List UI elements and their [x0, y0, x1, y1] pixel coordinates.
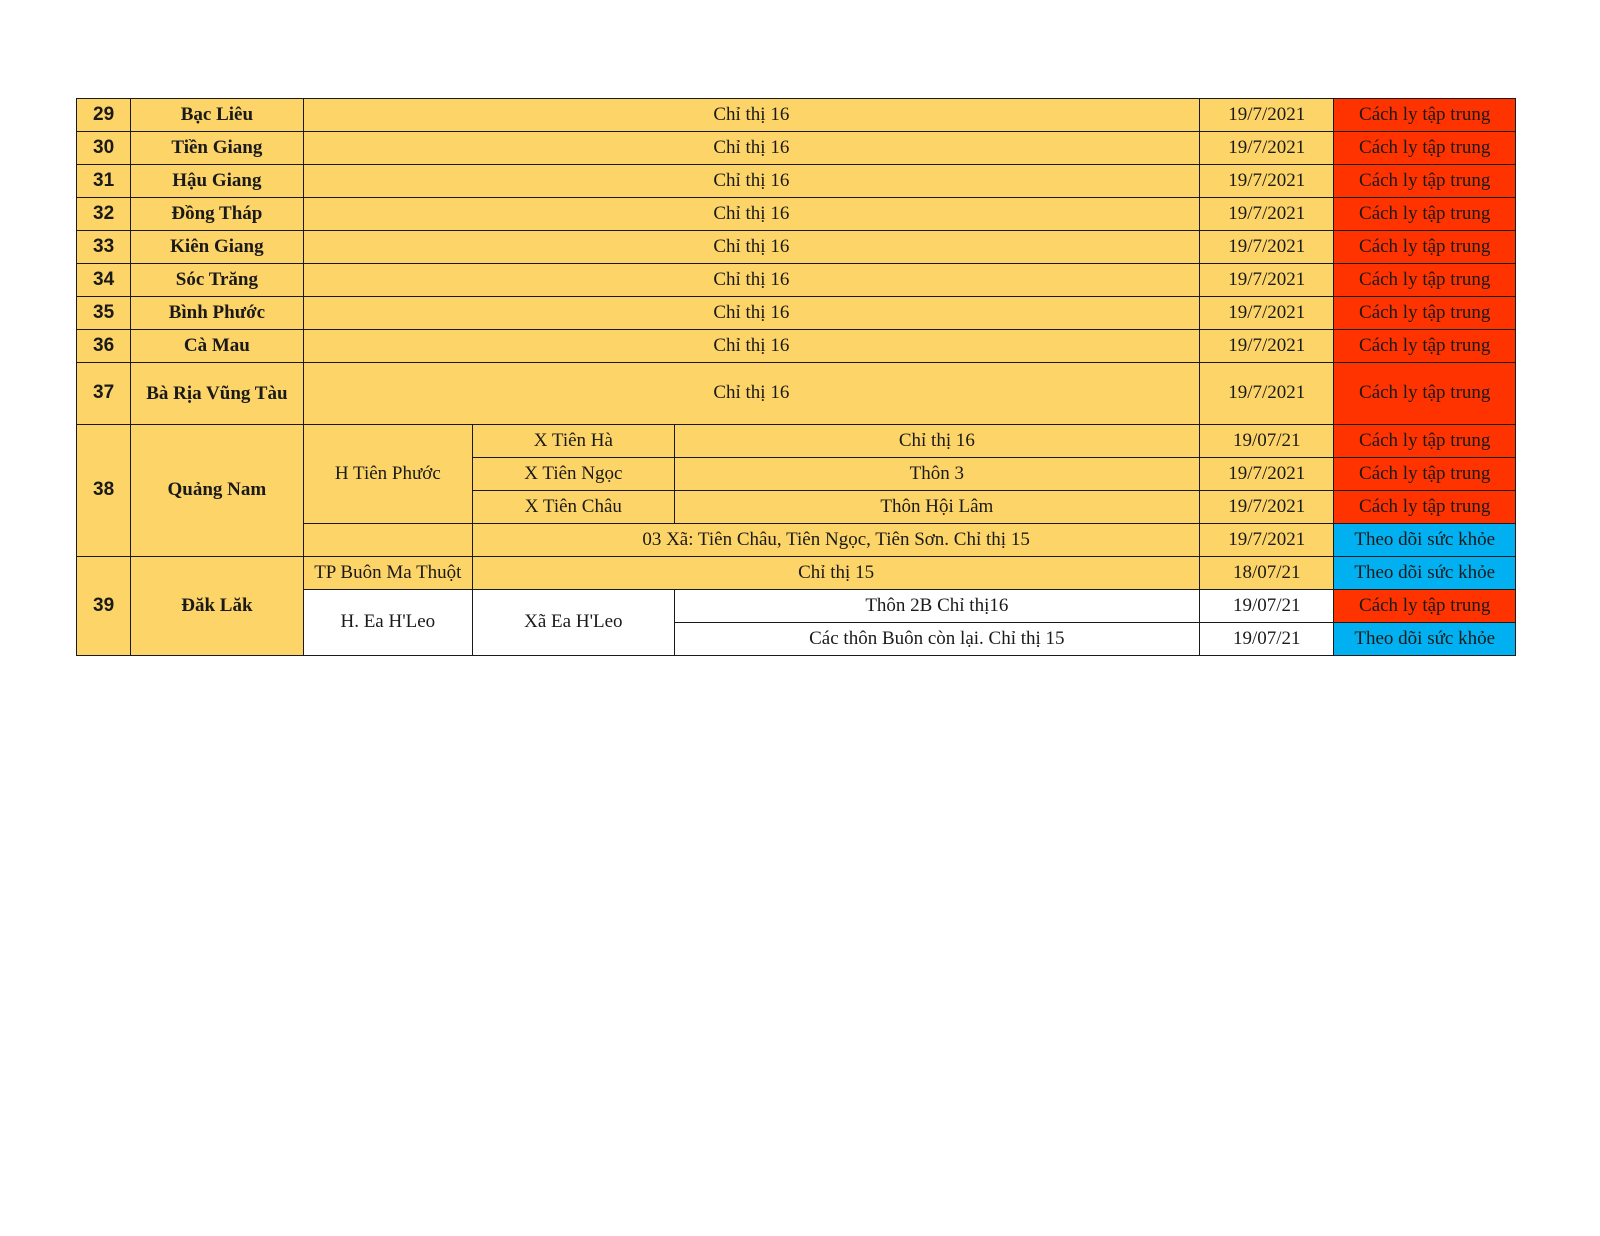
- status-badge: Cách ly tập trung: [1334, 491, 1516, 524]
- province-name: Bạc Liêu: [131, 99, 303, 132]
- province-name: Bình Phước: [131, 297, 303, 330]
- row-number: 30: [77, 132, 131, 165]
- table-row: [77, 425, 1516, 458]
- covid-measures-table: [76, 98, 1516, 656]
- province-name: Bà Rịa Vũng Tàu: [131, 363, 303, 425]
- district-cell: H Tiên Phước: [303, 425, 472, 524]
- date-cell: 19/7/2021: [1200, 524, 1334, 557]
- row-number: 32: [77, 198, 131, 231]
- status-badge: Cách ly tập trung: [1334, 165, 1516, 198]
- commune-cell: X Tiên Ngọc: [473, 458, 675, 491]
- row-number: 36: [77, 330, 131, 363]
- detail-cell: Thôn Hội Lâm: [674, 491, 1199, 524]
- status-badge: Cách ly tập trung: [1334, 132, 1516, 165]
- status-badge: Cách ly tập trung: [1334, 231, 1516, 264]
- date-cell: 19/07/21: [1200, 623, 1334, 656]
- district-cell: TP Buôn Ma Thuột: [303, 557, 472, 590]
- detail-cell: Chỉ thị 16: [674, 425, 1199, 458]
- status-badge: Cách ly tập trung: [1334, 297, 1516, 330]
- status-badge: Cách ly tập trung: [1334, 264, 1516, 297]
- status-badge: Cách ly tập trung: [1334, 458, 1516, 491]
- date-cell: 19/7/2021: [1200, 132, 1334, 165]
- detail-cell: Thôn 2B Chỉ thị16: [674, 590, 1199, 623]
- detail-cell: Thôn 3: [674, 458, 1199, 491]
- date-cell: 19/07/21: [1200, 590, 1334, 623]
- date-cell: 19/7/2021: [1200, 297, 1334, 330]
- status-badge: Cách ly tập trung: [1334, 330, 1516, 363]
- table-row: [77, 231, 1516, 264]
- date-cell: 19/7/2021: [1200, 491, 1334, 524]
- status-badge: Cách ly tập trung: [1334, 590, 1516, 623]
- date-cell: 19/7/2021: [1200, 99, 1334, 132]
- date-cell: 19/7/2021: [1200, 165, 1334, 198]
- measure-cell: Chỉ thị 16: [303, 297, 1199, 330]
- row-number: 38: [77, 425, 131, 557]
- province-name: Tiền Giang: [131, 132, 303, 165]
- row-number: 29: [77, 99, 131, 132]
- date-cell: 19/7/2021: [1200, 363, 1334, 425]
- date-cell: 19/7/2021: [1200, 264, 1334, 297]
- province-name: Cà Mau: [131, 330, 303, 363]
- table-row: [77, 330, 1516, 363]
- province-name: Kiên Giang: [131, 231, 303, 264]
- table-row: [77, 198, 1516, 231]
- measure-cell: Chỉ thị 15: [473, 557, 1200, 590]
- status-badge: Theo dõi sức khỏe: [1334, 623, 1516, 656]
- measure-cell: Chỉ thị 16: [303, 264, 1199, 297]
- status-badge: Theo dõi sức khỏe: [1334, 524, 1516, 557]
- measure-cell: Chỉ thị 16: [303, 198, 1199, 231]
- row-number: 34: [77, 264, 131, 297]
- commune-cell: X Tiên Châu: [473, 491, 675, 524]
- province-name: Đăk Lăk: [131, 557, 303, 656]
- district-cell: H. Ea H'Leo: [303, 590, 472, 656]
- district-cell-empty: [303, 524, 472, 557]
- detail-cell: Các thôn Buôn còn lại. Chỉ thị 15: [674, 623, 1199, 656]
- commune-cell: Xã Ea H'Leo: [473, 590, 675, 656]
- date-cell: 19/7/2021: [1200, 198, 1334, 231]
- province-name: Đồng Tháp: [131, 198, 303, 231]
- status-badge: Cách ly tập trung: [1334, 363, 1516, 425]
- row-number: 33: [77, 231, 131, 264]
- row-number: 39: [77, 557, 131, 656]
- measure-cell: Chỉ thị 16: [303, 231, 1199, 264]
- commune-cell: X Tiên Hà: [473, 425, 675, 458]
- measure-cell: Chỉ thị 16: [303, 330, 1199, 363]
- measure-cell: Chỉ thị 16: [303, 363, 1199, 425]
- province-name: Quảng Nam: [131, 425, 303, 557]
- table-row: [77, 132, 1516, 165]
- table-row: [77, 99, 1516, 132]
- table-body: [77, 99, 1516, 656]
- date-cell: 19/07/21: [1200, 425, 1334, 458]
- status-badge: Theo dõi sức khỏe: [1334, 557, 1516, 590]
- summary-cell: 03 Xã: Tiên Châu, Tiên Ngọc, Tiên Sơn. Chỉ thị 15: [473, 524, 1200, 557]
- measure-cell: Chỉ thị 16: [303, 165, 1199, 198]
- table-row: [77, 363, 1516, 425]
- date-cell: 19/7/2021: [1200, 458, 1334, 491]
- province-name: Hậu Giang: [131, 165, 303, 198]
- date-cell: 19/7/2021: [1200, 231, 1334, 264]
- date-cell: 18/07/21: [1200, 557, 1334, 590]
- status-badge: Cách ly tập trung: [1334, 425, 1516, 458]
- status-badge: Cách ly tập trung: [1334, 99, 1516, 132]
- date-cell: 19/7/2021: [1200, 330, 1334, 363]
- measure-cell: Chỉ thị 16: [303, 132, 1199, 165]
- row-number: 35: [77, 297, 131, 330]
- row-number: 37: [77, 363, 131, 425]
- measure-cell: Chỉ thị 16: [303, 99, 1199, 132]
- status-badge: Cách ly tập trung: [1334, 198, 1516, 231]
- table-row: [77, 297, 1516, 330]
- table-row: [77, 557, 1516, 590]
- province-name: Sóc Trăng: [131, 264, 303, 297]
- row-number: 31: [77, 165, 131, 198]
- table-row: [77, 264, 1516, 297]
- table-row: [77, 165, 1516, 198]
